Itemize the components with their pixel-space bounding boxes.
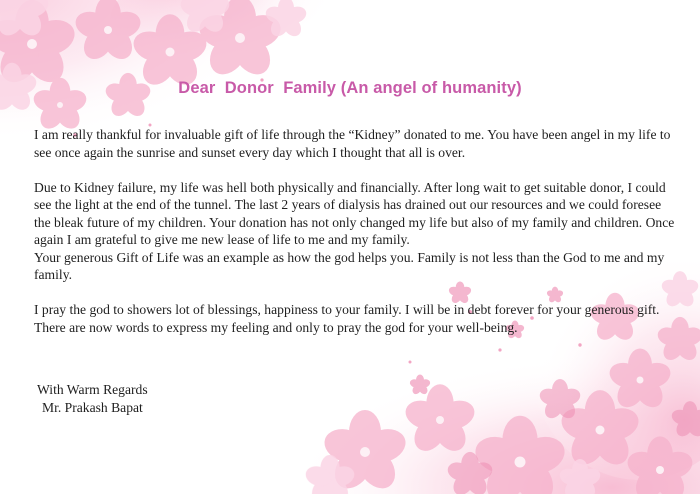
letter-body [34, 126, 680, 336]
letter-closing [37, 381, 148, 416]
paragraph-gap [34, 284, 680, 302]
paragraph-gift: Your generous Gift of Life was an example as how the god helps you. Family is not less than the God to me and my family. [34, 249, 665, 282]
paragraph-gap [34, 161, 680, 179]
paragraph-blessings: I pray the god to showers lot of blessings, happiness to your family. I will be in debt forever for your generous gift. There are now words to express my feeling and only to pray the god for your well-being. [34, 302, 660, 335]
paragraph-thanks: I am really thankful for invaluable gift of life through the “Kidney” donated to me. You have been angel in my life to see once again the sunrise and sunset every day which I thought that all is over. [34, 127, 671, 160]
letter-title: Dear Donor Family (An angel of humanity) [178, 79, 522, 97]
signature-name: Mr. Prakash Bapat [42, 399, 143, 415]
closing-line: With Warm Regards [37, 382, 148, 397]
paragraph-story: Due to Kidney failure, my life was hell both physically and financially. After long wait to get suitable donor, I could see the light at the end of the tunnel. The last 2 years of dialysis has drained out our resources and we could foresee the bleak future of my children. Your donation has not only changed my life but also of my family and children. Once again I am grateful to give me new lease of life to me and my family. [34, 179, 675, 247]
